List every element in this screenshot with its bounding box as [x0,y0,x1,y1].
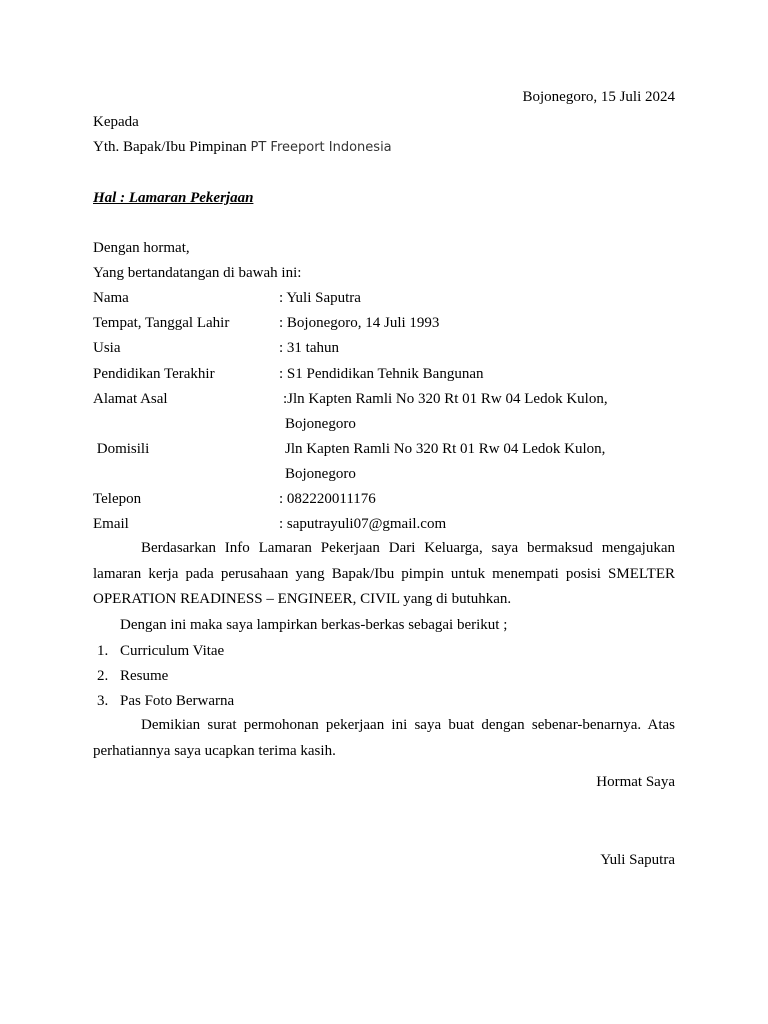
info-label-name: Nama [93,290,129,306]
attachment-number-1: 1. [97,643,109,659]
closing-paragraph-text: Demikian surat permohonan pekerjaan ini saya buat dengan sebenar-benarnya. Atas perhatiannya saya ucapkan terima kasih. [93,717,675,759]
closing-salutation: Hormat Saya [596,774,675,790]
info-label-birth: Tempat, Tanggal Lahir [93,315,230,331]
intro-text: Yang bertandatangan di bawah ini: [93,265,302,281]
attachments-intro: Dengan ini maka saya lampirkan berkas-berkas sebagai berikut ; [120,617,508,633]
closing-paragraph [93,713,675,764]
addressee-prefix: Yth. Bapak/Ibu Pimpinan [93,139,247,155]
body-paragraph-1 [93,536,675,613]
info-value-phone: : 082220011176 [279,491,376,507]
info-label-phone: Telepon [93,491,142,507]
info-label-email: Email [93,516,129,532]
company-name: PT Freeport Indonesia [250,140,392,155]
info-value-email: : saputrayuli07@gmail.com [279,516,447,532]
info-label-education: Pendidikan Terakhir [93,366,215,382]
info-value-origin-address: :Jln Kapten Ramli No 320 Rt 01 Rw 04 Ledok Kulon, [283,391,608,407]
signatory-name: Yuli Saputra [600,852,675,868]
info-value-domicile: Jln Kapten Ramli No 320 Rt 01 Rw 04 Ledok Kulon, [285,441,606,457]
info-label-domicile: Domisili [93,441,150,457]
info-value-name: : Yuli Saputra [279,290,361,306]
info-value-domicile-cont: Bojonegoro [285,466,356,482]
info-value-education: : S1 Pendidikan Tehnik Bangunan [279,366,484,382]
greeting: Dengan hormat, [93,240,190,256]
info-label-age: Usia [93,340,121,356]
body-paragraph-1-text: Berdasarkan Info Lamaran Pekerjaan Dari Keluarga, saya bermaksud mengajukan lamaran kerja pada perusahaan yang Bapak/Ibu pimpin untuk menempati posisi SMELTER OPERATION READINESS – ENGINEER, CIVIL yang di butuhkan. [93,540,675,607]
attachment-number-3: 3. [97,693,109,709]
place-date: Bojonegoro, 15 Juli 2024 [522,89,675,105]
info-value-age: : 31 tahun [279,340,339,356]
attachment-item-2: Resume [120,668,169,684]
recipient-line [93,138,392,157]
attachment-number-2: 2. [97,668,109,684]
info-label-origin-address: Alamat Asal [93,391,168,407]
attachment-item-1: Curriculum Vitae [120,643,225,659]
info-value-origin-address-cont: Bojonegoro [285,416,356,432]
recipient-to: Kepada [93,114,139,130]
info-value-birth: : Bojonegoro, 14 Juli 1993 [279,315,440,331]
subject-line: Hal : Lamaran Pekerjaan [93,190,254,206]
attachment-item-3: Pas Foto Berwarna [120,693,235,709]
